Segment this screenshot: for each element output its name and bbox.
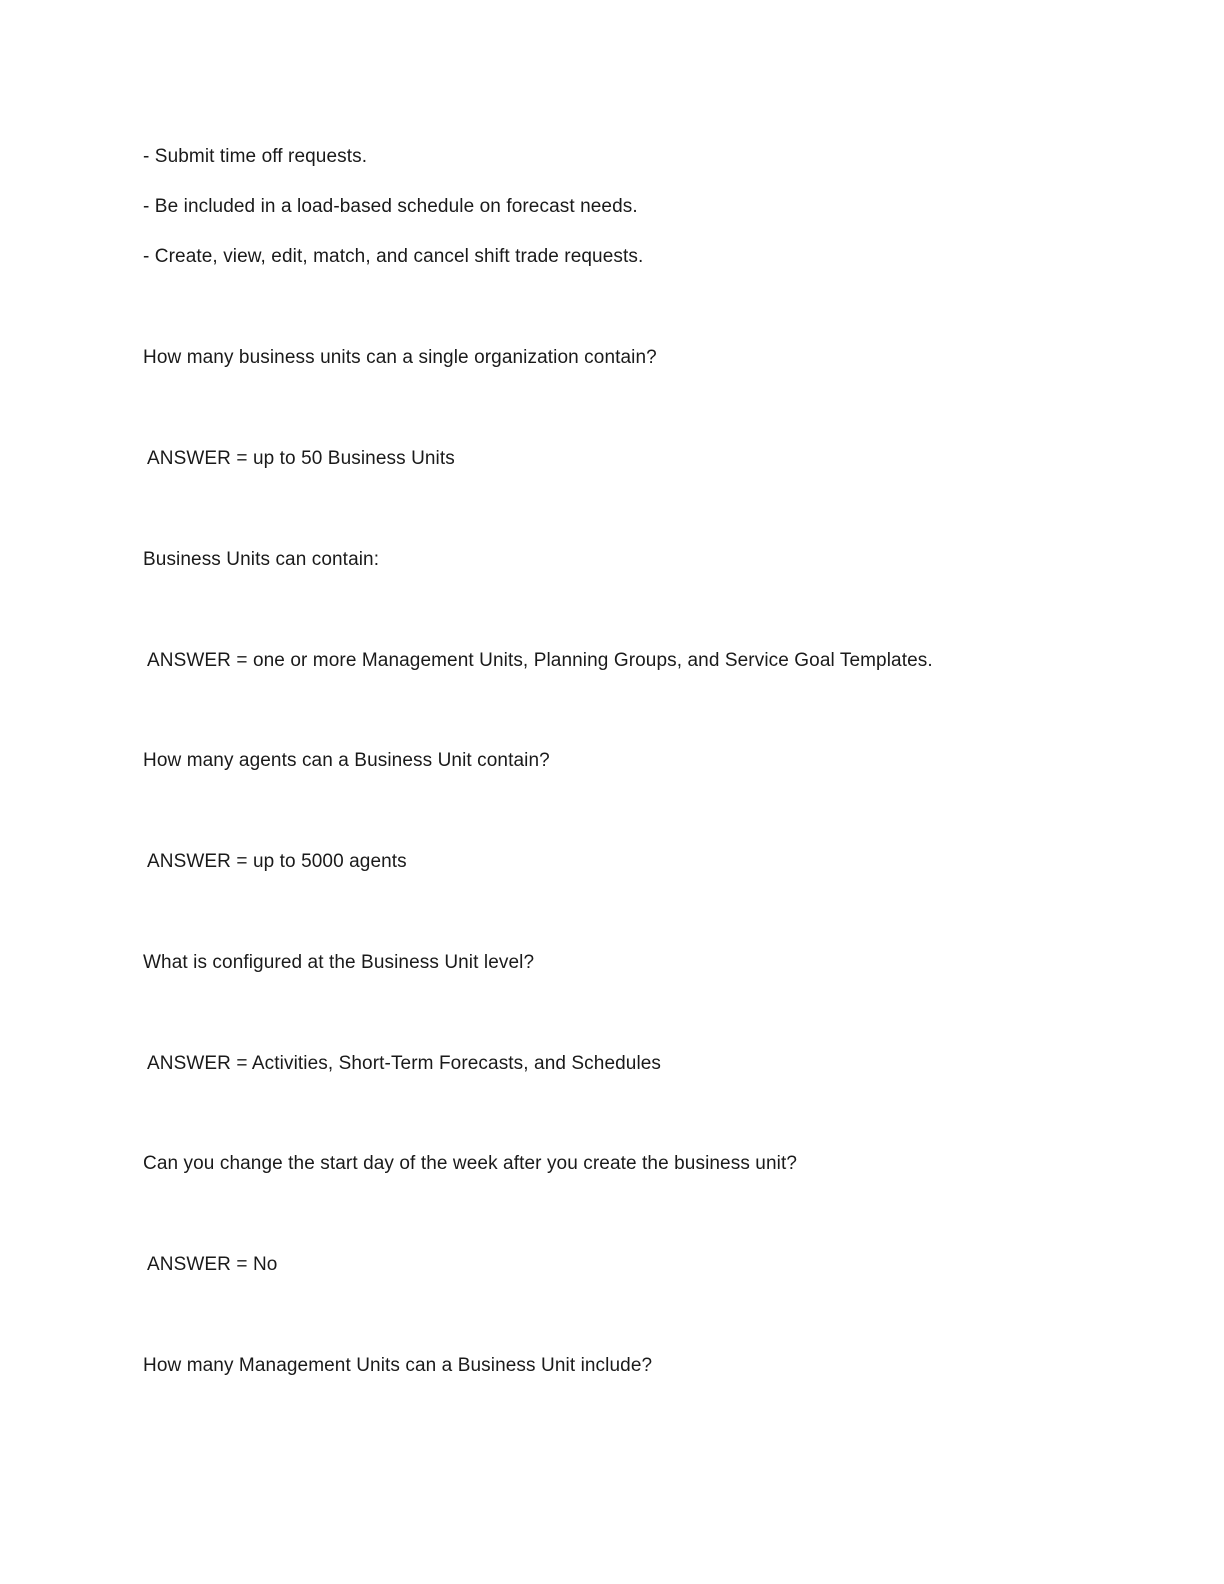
bullet-item: - Submit time off requests.: [143, 146, 368, 167]
answer-text: ANSWER = one or more Management Units, Planning Groups, and Service Goal Templates.: [147, 650, 933, 671]
question-text: Can you change the start day of the week after you create the business unit?: [143, 1153, 797, 1174]
answer-text: ANSWER = up to 50 Business Units: [147, 448, 455, 469]
answer-text: ANSWER = No: [147, 1254, 278, 1275]
question-text: How many business units can a single organization contain?: [143, 347, 657, 368]
bullet-item: - Create, view, edit, match, and cancel shift trade requests.: [143, 246, 644, 267]
question-text: What is configured at the Business Unit level?: [143, 952, 535, 973]
question-text: How many agents can a Business Unit contain?: [143, 750, 550, 771]
question-text: How many Management Units can a Business Unit include?: [143, 1355, 653, 1376]
answer-text: ANSWER = up to 5000 agents: [147, 851, 407, 872]
question-text: Business Units can contain:: [143, 549, 380, 570]
bullet-item: - Be included in a load-based schedule on forecast needs.: [143, 196, 638, 217]
answer-text: ANSWER = Activities, Short-Term Forecasts, and Schedules: [147, 1053, 662, 1074]
